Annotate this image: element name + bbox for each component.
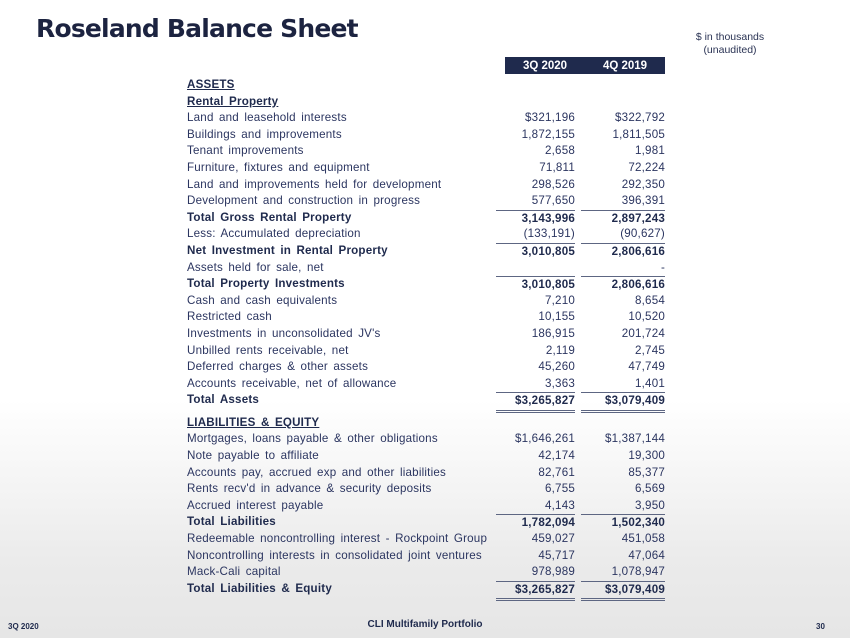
- row-label: Land and leasehold interests: [187, 111, 347, 125]
- value-4q2019: 3,950: [634, 498, 665, 512]
- table-row: [187, 243, 667, 260]
- value-3q2020: 978,989: [531, 565, 575, 579]
- value-4q2019: $1,387,144: [604, 432, 665, 446]
- value-3q2020: 2,119: [545, 343, 575, 357]
- value-4q2019: 2,897,243: [581, 210, 665, 228]
- footer-period: 3Q 2020: [8, 622, 39, 631]
- table-row: [187, 548, 667, 565]
- row-label: Restricted cash: [187, 310, 272, 324]
- table-row: [187, 293, 667, 310]
- row-label: Tenant improvements: [187, 144, 304, 158]
- assets-rows: [187, 110, 667, 409]
- value-3q2020: 577,650: [531, 194, 575, 208]
- row-label: Investments in unconsolidated JV's: [187, 326, 381, 340]
- value-4q2019: 201,724: [621, 326, 665, 340]
- value-4q2019: 396,391: [621, 194, 665, 208]
- value-4q2019: 1,502,340: [581, 514, 665, 532]
- value-4q2019: 1,078,947: [611, 565, 665, 579]
- table-row: [187, 309, 667, 326]
- column-header-bar: [505, 57, 665, 74]
- row-label: Assets held for sale, net: [187, 260, 324, 274]
- value-3q2020: $321,196: [525, 111, 575, 125]
- liabilities-heading-row: [187, 415, 667, 432]
- value-4q2019: $3,079,409: [581, 581, 665, 602]
- column-header-4q2019: 4Q 2019: [602, 59, 648, 72]
- value-4q2019: 47,749: [628, 360, 665, 374]
- table-row: [187, 564, 667, 581]
- value-3q2020: 2,658: [544, 144, 575, 158]
- units-line: $ in thousands: [695, 31, 765, 43]
- value-3q2020: 42,174: [538, 449, 575, 463]
- value-3q2020: 1,872,155: [521, 127, 575, 141]
- row-label: Accrued interest payable: [187, 498, 324, 512]
- assets-heading: ASSETS: [187, 78, 235, 91]
- value-3q2020: 3,010,805: [496, 243, 575, 261]
- table-row: [187, 210, 667, 227]
- value-4q2019: 1,401: [634, 376, 665, 390]
- value-4q2019: 2,745: [634, 343, 665, 357]
- table-row: [187, 498, 667, 515]
- value-3q2020: 298,526: [531, 177, 575, 191]
- value-3q2020: 186,915: [531, 326, 575, 340]
- value-4q2019: 2,806,616: [581, 243, 665, 261]
- value-3q2020: $3,265,827: [496, 392, 575, 413]
- row-label: Mortgages, loans payable & other obligations: [187, 432, 438, 446]
- value-3q2020: $1,646,261: [514, 432, 575, 446]
- table-row: [187, 531, 667, 548]
- value-3q2020: 1,782,094: [496, 514, 575, 532]
- audit-status: (unaudited): [703, 44, 757, 56]
- row-label: Total Property Investments: [187, 277, 345, 291]
- row-label: Rents recv'd in advance & security deposits: [187, 482, 432, 496]
- value-4q2019: 1,981: [634, 144, 665, 158]
- row-label: Net Investment in Rental Property: [187, 243, 388, 257]
- value-4q2019: 6,569: [634, 482, 665, 496]
- table-row: [187, 226, 667, 243]
- row-label: Development and construction in progress: [187, 194, 421, 208]
- value-4q2019: 85,377: [628, 465, 665, 479]
- table-row: [187, 127, 667, 144]
- value-4q2019: -: [660, 260, 665, 274]
- row-label: Total Gross Rental Property: [187, 210, 352, 224]
- column-header-3q2020: 3Q 2020: [522, 59, 568, 72]
- table-row: [187, 581, 667, 598]
- value-4q2019: $3,079,409: [581, 392, 665, 413]
- value-3q2020: 6,755: [544, 482, 575, 496]
- row-label: Noncontrolling interests in consolidated joint ventures: [187, 548, 482, 562]
- table-row: [187, 193, 667, 210]
- rental-property-heading-row: [187, 94, 667, 111]
- table-row: [187, 276, 667, 293]
- value-4q2019: 292,350: [621, 177, 665, 191]
- row-label: Furniture, fixtures and equipment: [187, 160, 370, 174]
- value-3q2020: $3,265,827: [496, 581, 575, 602]
- rental-property-heading: Rental Property: [187, 94, 279, 108]
- value-3q2020: 3,363: [544, 376, 575, 390]
- liabilities-heading: LIABILITIES & EQUITY: [187, 415, 320, 429]
- value-3q2020: 82,761: [538, 465, 575, 479]
- table-row: [187, 514, 667, 531]
- value-3q2020: 459,027: [531, 532, 575, 546]
- value-4q2019: 19,300: [628, 449, 665, 463]
- page-number: 30: [816, 622, 825, 631]
- row-label: Total Assets: [187, 393, 260, 407]
- value-4q2019: 1,811,505: [612, 127, 665, 141]
- table-row: [187, 143, 667, 160]
- table-row: [187, 481, 667, 498]
- value-4q2019: $322,792: [615, 111, 665, 125]
- table-row: [187, 431, 667, 448]
- value-3q2020: 4,143: [544, 498, 575, 512]
- value-4q2019: 10,520: [628, 310, 665, 324]
- table-row: [187, 260, 667, 277]
- value-3q2020: (133,191): [523, 227, 575, 241]
- row-label: Less: Accumulated depreciation: [187, 227, 361, 241]
- table-row: [187, 326, 667, 343]
- row-label: Accounts receivable, net of allowance: [187, 376, 397, 390]
- row-label: Land and improvements held for development: [187, 177, 442, 191]
- units-note: [690, 31, 770, 57]
- table-row: [187, 465, 667, 482]
- row-label: Redeemable noncontrolling interest - Rockpoint Group: [187, 532, 488, 546]
- table-row: [187, 110, 667, 127]
- value-3q2020: 71,811: [539, 160, 575, 174]
- footer-title: CLI Multifamily Portfolio: [367, 619, 483, 630]
- row-label: Buildings and improvements: [187, 127, 342, 141]
- value-4q2019: 72,224: [628, 160, 665, 174]
- value-4q2019: 8,654: [634, 293, 665, 307]
- page-title: Roseland Balance Sheet: [36, 14, 358, 43]
- value-3q2020: 45,717: [538, 548, 575, 562]
- table-row: [187, 359, 667, 376]
- value-4q2019: 451,058: [621, 532, 665, 546]
- value-3q2020: 3,143,996: [496, 210, 575, 228]
- value-4q2019: (90,627): [620, 227, 665, 241]
- table-row: [187, 376, 667, 393]
- table-row: [187, 177, 667, 194]
- assets-heading-row: [187, 77, 667, 94]
- value-3q2020: 7,210: [544, 293, 575, 307]
- row-label: Total Liabilities & Equity: [187, 581, 332, 595]
- row-label: Note payable to affiliate: [187, 449, 319, 463]
- value-4q2019: 2,806,616: [581, 276, 665, 294]
- value-3q2020: 3,010,805: [496, 276, 575, 294]
- balance-sheet-table: [187, 77, 667, 597]
- table-row: [187, 343, 667, 360]
- row-label: Accounts pay, accrued exp and other liabilities: [187, 465, 446, 479]
- row-label: Mack-Cali capital: [187, 565, 281, 579]
- table-row: [187, 448, 667, 465]
- table-row: [187, 160, 667, 177]
- row-label: Total Liabilities: [187, 515, 276, 529]
- table-row: [187, 392, 667, 409]
- row-label: Cash and cash equivalents: [187, 293, 338, 307]
- value-3q2020: 45,260: [538, 360, 575, 374]
- row-label: Unbilled rents receivable, net: [187, 343, 349, 357]
- liabilities-rows: [187, 431, 667, 597]
- value-4q2019: 47,064: [628, 548, 665, 562]
- value-3q2020: 10,155: [538, 310, 575, 324]
- row-label: Deferred charges & other assets: [187, 360, 369, 374]
